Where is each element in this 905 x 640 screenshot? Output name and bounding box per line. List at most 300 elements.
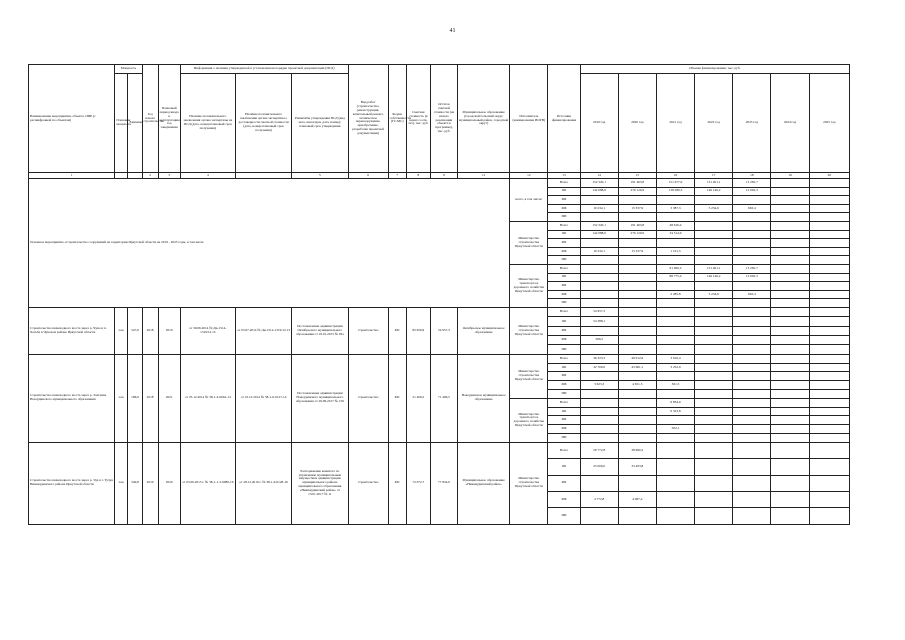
- funding-value: 502,1: [656, 425, 694, 434]
- expertise-conclusion: от 03.06.2015 г. № 38-1-1-3-0080-16: [180, 442, 235, 524]
- funding-source: ОБ: [548, 187, 580, 196]
- funding-value: [771, 336, 809, 345]
- funding-value: [809, 239, 849, 248]
- start-year: 2018: [142, 307, 158, 354]
- column-number: 13: [548, 173, 580, 179]
- funding-value: [580, 345, 618, 354]
- capacity-value: 186,9: [128, 354, 142, 442]
- funding-value: [695, 256, 733, 265]
- col-year: 2021 год: [656, 74, 694, 173]
- funding-value: [618, 196, 656, 205]
- funding-value: [656, 442, 694, 458]
- funding-value: [656, 459, 694, 475]
- ownership: МС: [388, 442, 406, 524]
- funding-value: [809, 213, 849, 222]
- estimate-cost: 72 072,7: [406, 442, 430, 524]
- funding-source: ОБ: [548, 363, 580, 372]
- funding-value: [733, 213, 771, 222]
- funding-value: [733, 381, 771, 390]
- funding-value: [733, 372, 771, 381]
- funding-source: МБ: [548, 381, 580, 390]
- funding-value: [695, 307, 733, 316]
- funding-value: [580, 390, 618, 399]
- funding-value: 276 120,9: [618, 230, 656, 239]
- funding-value: 3 387,3: [656, 204, 694, 213]
- funding-value: 142 088,0: [580, 230, 618, 239]
- funding-value: [695, 459, 733, 475]
- ownership: МС: [388, 354, 406, 442]
- funding-value: [771, 326, 809, 335]
- funding-source: ФБ: [548, 416, 580, 425]
- column-number: 20: [809, 173, 849, 179]
- expertise-conclusion: от 25.12.2014 № 38-1-4-0044-14: [180, 354, 235, 442]
- municipality: Новоудинское муниципальное образование: [458, 354, 510, 442]
- funding-value: [618, 273, 656, 282]
- col-executor: Исполнитель (наименование ИОГВ): [510, 65, 548, 173]
- funding-value: [695, 508, 733, 524]
- funding-value: 13 265,7: [733, 264, 771, 273]
- funding-value: 33 493,8: [618, 459, 656, 475]
- col-ownership: Форма собственности (ГС/МС): [388, 65, 406, 173]
- funding-value: [809, 326, 849, 335]
- funding-value: [695, 398, 733, 407]
- funding-value: [656, 336, 694, 345]
- funding-value: [733, 230, 771, 239]
- end-year: 2020: [158, 442, 180, 524]
- funding-value: [618, 425, 656, 434]
- funding-value: [809, 390, 849, 399]
- funding-value: [733, 299, 771, 308]
- funding-value: [809, 204, 849, 213]
- funding-value: [771, 416, 809, 425]
- estimate-cost: 21 406,5: [406, 354, 430, 442]
- funding-value: 34 514,9: [656, 230, 694, 239]
- funding-value: [580, 398, 618, 407]
- funding-value: [771, 213, 809, 222]
- funding-value: [580, 239, 618, 248]
- funding-value: 276 120,9: [618, 187, 656, 196]
- funding-source: ИИ: [548, 508, 580, 524]
- funding-value: [695, 363, 733, 372]
- funding-value: [809, 475, 849, 491]
- col-year: 2023 год: [733, 74, 771, 173]
- funding-value: 569,2: [580, 336, 618, 345]
- funding-source: ОБ: [548, 317, 580, 326]
- funding-value: 15 337,9: [618, 247, 656, 256]
- funding-value: [733, 282, 771, 291]
- funding-value: [618, 256, 656, 265]
- funding-value: [695, 390, 733, 399]
- funding-value: [733, 459, 771, 475]
- funding-value: 45 661,1: [618, 363, 656, 372]
- funding-value: [733, 398, 771, 407]
- ownership: МС: [388, 307, 406, 354]
- funding-value: [771, 239, 809, 248]
- column-number: 19: [771, 173, 809, 179]
- funding-value: [618, 317, 656, 326]
- funding-value: [771, 398, 809, 407]
- funding-value: 36 323,3: [580, 354, 618, 363]
- funding-value: [733, 434, 771, 443]
- col-cap-unit: Единица: [128, 74, 142, 173]
- funding-value: [695, 372, 733, 381]
- column-number: 18: [733, 173, 771, 179]
- funding-value: [771, 221, 809, 230]
- funding-value: 10 232,1: [580, 204, 618, 213]
- funding-value: 3 252,9: [656, 363, 694, 372]
- executor-name: Министерство транспорта и дорожного хозяйства Иркутской области: [510, 264, 548, 307]
- col-year: 2022 год: [695, 74, 733, 173]
- funding-value: [733, 247, 771, 256]
- funding-value: [771, 345, 809, 354]
- funding-value: 10 232,1: [580, 247, 618, 256]
- funding-value: [580, 416, 618, 425]
- col-remaining: Остаток сметной стоимости (на начало реализации объекта в программе), тыс. руб.: [430, 65, 457, 173]
- col-year: 2019 год: [580, 74, 618, 173]
- funding-value: 3 616,4: [656, 354, 694, 363]
- funding-value: [809, 273, 849, 282]
- col-psd-info: Информация о наличии утвержденной в установленном порядке проектной документации (ПСД): [180, 65, 348, 74]
- table-row: [29, 307, 850, 316]
- funding-value: 38 960,2: [618, 442, 656, 458]
- funding-source: ИИ: [548, 213, 580, 222]
- funding-value: [809, 425, 849, 434]
- funding-value: 663,4: [733, 204, 771, 213]
- funding-value: [580, 264, 618, 273]
- col-approval: Реквизиты утверждения ПСД (вид акта, кем издан, дата, номер)/плановый срок утверждения: [292, 74, 348, 173]
- funding-value: [809, 416, 849, 425]
- funding-source: ФБ: [548, 239, 580, 248]
- funding-source: ФБ: [548, 282, 580, 291]
- funding-value: 4 651,5: [618, 381, 656, 390]
- funding-value: [771, 179, 809, 188]
- funding-value: [580, 299, 618, 308]
- column-number: 16: [656, 173, 694, 179]
- funding-value: [618, 398, 656, 407]
- funding-value: [695, 425, 733, 434]
- object-name: Строительство пешеходного моста через р. Чуна в п. Хотьба в Чунском районе Иркутской области: [29, 307, 115, 354]
- funding-value: [580, 326, 618, 335]
- funding-value: 151 677,0: [656, 179, 694, 188]
- approval-details: Постановление администрации Октябрьского муниципального образования от 16.01.2015 № 03а: [292, 307, 348, 354]
- funding-source: МБ: [548, 425, 580, 434]
- funding-value: [695, 326, 733, 335]
- funding-value: [733, 256, 771, 265]
- funding-value: [809, 434, 849, 443]
- funding-value: [733, 336, 771, 345]
- column-number: 8: [406, 173, 430, 179]
- funding-value: [695, 475, 733, 491]
- funding-value: [771, 381, 809, 390]
- funding-value: 4 772,8: [580, 492, 618, 508]
- capacity-unit: п.м.: [115, 442, 128, 524]
- funding-value: [580, 290, 618, 299]
- funding-value: [771, 317, 809, 326]
- funding-value: [809, 290, 849, 299]
- funding-value: [771, 475, 809, 491]
- funding-value: 146 146,2: [695, 273, 733, 282]
- reliability-conclusion: от 03.07.2014 № Ди-1514-1319/12.13: [235, 307, 291, 354]
- column-number: 7: [388, 173, 406, 179]
- funding-value: [656, 434, 694, 443]
- funding-value: [656, 372, 694, 381]
- funding-source: МБ: [548, 492, 580, 508]
- estimate-cost: 82 656,9: [406, 307, 430, 354]
- funding-value: 151 401,1: [695, 264, 733, 273]
- funding-value: [695, 434, 733, 443]
- funding-value: [656, 299, 694, 308]
- funding-value: 131 401,1: [695, 179, 733, 188]
- funding-value: [695, 196, 733, 205]
- column-number: 14: [580, 173, 618, 179]
- remaining-cost: 54 957,3: [430, 307, 457, 354]
- column-number: 2: [142, 173, 158, 179]
- col-expertise: Наличие положительного заключения органа экспертизы на ПСД (дата, номер/плановый срок получения): [180, 74, 235, 173]
- funding-value: 12 602,3: [733, 273, 771, 282]
- column-number: 15: [618, 173, 656, 179]
- funding-value: [809, 307, 849, 316]
- funding-value: [733, 345, 771, 354]
- funding-value: [695, 213, 733, 222]
- funding-value: [771, 442, 809, 458]
- funding-source: ОБ: [548, 459, 580, 475]
- funding-source: ФБ: [548, 475, 580, 491]
- funding-value: [733, 196, 771, 205]
- table-row: [29, 354, 850, 363]
- funding-value: [580, 434, 618, 443]
- expertise-conclusion: от 30.06.2014 № Ди-1514-1319/12.13: [180, 307, 235, 354]
- funding-value: [695, 336, 733, 345]
- funding-value: [809, 442, 849, 458]
- capacity-unit: п.м.: [115, 307, 128, 354]
- funding-value: [695, 345, 733, 354]
- col-source: Источник финансирования: [548, 65, 580, 173]
- funding-value: [656, 508, 694, 524]
- funding-value: [656, 416, 694, 425]
- table-row: [29, 442, 850, 458]
- funding-source: Всего: [548, 307, 580, 316]
- summary-total-label: всего, в том числе:: [510, 179, 548, 222]
- funding-source: Всего: [548, 179, 580, 188]
- object-name: Строительство пешеходного моста через р. Уда в г. Тулун Нижнеудинского района Иркутской области: [29, 442, 115, 524]
- funding-value: [809, 354, 849, 363]
- funding-value: [809, 363, 849, 372]
- funding-value: [733, 425, 771, 434]
- funding-value: 4 967,4: [618, 492, 656, 508]
- funding-value: [733, 407, 771, 416]
- col-start-year: Год начала строительства: [142, 65, 158, 173]
- funding-value: [771, 282, 809, 291]
- funding-value: [809, 336, 849, 345]
- funding-value: [771, 459, 809, 475]
- funding-value: [618, 239, 656, 248]
- funding-value: 46 912,6: [618, 354, 656, 363]
- funding-value: 54 388,1: [580, 317, 618, 326]
- funding-source: ФБ: [548, 196, 580, 205]
- column-number: 17: [695, 173, 733, 179]
- funding-value: [618, 282, 656, 291]
- funding-value: 5 254,9: [695, 290, 733, 299]
- funding-value: 6 834,9: [656, 398, 694, 407]
- col-name: Наименование мероприятия, объекта, ПИР (с расшифровкой по объектам): [29, 65, 115, 173]
- funding-source: Всего: [548, 354, 580, 363]
- end-year: 2021: [158, 354, 180, 442]
- funding-value: [733, 390, 771, 399]
- remaining-cost: 77 834,0: [430, 442, 457, 524]
- column-number: 6: [348, 173, 388, 179]
- funding-value: 32 700,0: [580, 363, 618, 372]
- col-reliability: Наличие положительного заключения органа экспертизы о достоверности сметной стоимости (дата, номер/плановый срок получения): [235, 74, 291, 173]
- funding-source: ФБ: [548, 326, 580, 335]
- executor-name: Министерство строительства Иркутской области: [510, 354, 548, 398]
- column-number: 11: [458, 173, 510, 179]
- funding-value: 361,5: [656, 381, 694, 390]
- funding-value: [618, 508, 656, 524]
- funding-value: [580, 213, 618, 222]
- funding-value: [809, 282, 849, 291]
- funding-value: 191 463,8: [618, 221, 656, 230]
- funding-value: [656, 307, 694, 316]
- executor-name: Министерство строительства Иркутской области: [510, 221, 548, 264]
- object-name: Строительство пешеходного моста через р. Залгаина Новоудинского муниципального образования: [29, 354, 115, 442]
- funding-value: [771, 363, 809, 372]
- funding-value: [733, 363, 771, 372]
- funding-value: [618, 345, 656, 354]
- funding-value: [580, 372, 618, 381]
- executor-name: Министерство строительства Иркутской области: [510, 442, 548, 524]
- funding-value: 5 254,9: [695, 204, 733, 213]
- funding-value: 48 616,4: [656, 221, 694, 230]
- col-work-type: Вид работ (строительство, реконструкция, капитальный ремонт, техническое перевооружение, приобретение, разработка проектной документации): [348, 65, 388, 173]
- summary-label: Основное мероприятие «Строительство сооружений на территории Иркутской области на 2019 - 2025 годы, в том числе: [29, 179, 510, 308]
- funding-value: [580, 273, 618, 282]
- reliability-conclusion: от 10.12.2014 № 38-1-6-0127-14: [235, 354, 291, 442]
- column-number: 1: [29, 173, 115, 179]
- reliability-conclusion: от 28.12.2016 г. № 38-1-6-0128-16: [235, 442, 291, 524]
- table-row: [29, 179, 850, 188]
- funding-value: [771, 196, 809, 205]
- start-year: 2019: [142, 442, 158, 524]
- executor-name: Министерство транспорта и дорожного хозяйства Иркутской области: [510, 398, 548, 442]
- funding-value: [695, 299, 733, 308]
- funding-value: [809, 256, 849, 265]
- funding-value: [733, 416, 771, 425]
- funding-value: [809, 299, 849, 308]
- funding-value: [809, 459, 849, 475]
- funding-source: ОБ: [548, 273, 580, 282]
- funding-value: [733, 475, 771, 491]
- funding-value: [771, 273, 809, 282]
- funding-source: Всего: [548, 221, 580, 230]
- funding-value: [695, 230, 733, 239]
- funding-value: [733, 307, 771, 316]
- funding-value: [733, 508, 771, 524]
- funding-source: Всего: [548, 398, 580, 407]
- funding-value: [809, 317, 849, 326]
- funding-value: 13 265,7: [733, 179, 771, 188]
- funding-value: [695, 407, 733, 416]
- funding-value: [809, 381, 849, 390]
- funding-value: [809, 221, 849, 230]
- funding-source: ФБ: [548, 372, 580, 381]
- funding-value: [809, 187, 849, 196]
- funding-value: [809, 345, 849, 354]
- funding-value: [771, 492, 809, 508]
- funding-source: ИИ: [548, 434, 580, 443]
- approval-details: Постановление администрации Новоудинского муниципального образования от 29.09.2017 № 156: [292, 354, 348, 442]
- funding-value: [656, 345, 694, 354]
- funding-source: МБ: [548, 290, 580, 299]
- municipality: Октябрьское муниципальное образование: [458, 307, 510, 354]
- funding-value: 138 280,3: [656, 187, 694, 196]
- funding-value: 152 320,1: [580, 221, 618, 230]
- funding-value: [771, 256, 809, 265]
- funding-value: [809, 196, 849, 205]
- funding-value: [695, 247, 733, 256]
- column-number: 5: [292, 173, 348, 179]
- funding-value: [618, 213, 656, 222]
- funding-value: [656, 282, 694, 291]
- funding-value: [695, 239, 733, 248]
- funding-value: [733, 442, 771, 458]
- funding-source: ОБ: [548, 230, 580, 239]
- funding-value: 152 320,1: [580, 179, 618, 188]
- funding-value: [695, 354, 733, 363]
- column-number: 4: [180, 173, 235, 179]
- funding-value: [580, 282, 618, 291]
- investment-program-table: [28, 64, 850, 525]
- funding-value: [580, 256, 618, 265]
- capacity-value: 347,6: [128, 307, 142, 354]
- executor-name: Министерство строительства Иркутской области: [510, 307, 548, 354]
- work-type: строительство: [348, 442, 388, 524]
- funding-value: [809, 492, 849, 508]
- col-end-year: Плановый период ввода в эксплуатацию/год завершения: [158, 65, 180, 173]
- funding-value: [733, 326, 771, 335]
- funding-source: ИИ: [548, 256, 580, 265]
- funding-value: 1 101,5: [656, 247, 694, 256]
- funding-value: [618, 390, 656, 399]
- capacity-unit: п.м.: [115, 354, 128, 442]
- funding-value: [618, 372, 656, 381]
- funding-value: [580, 425, 618, 434]
- col-municipality: Муниципальное образование (городской/сельский округ, муниципальный район, городской округ): [458, 65, 510, 173]
- funding-value: 6 323,8: [656, 407, 694, 416]
- funding-value: [618, 307, 656, 316]
- funding-value: [771, 290, 809, 299]
- funding-source: ИИ: [548, 390, 580, 399]
- funding-value: [809, 398, 849, 407]
- funding-value: [771, 230, 809, 239]
- remaining-cost: 71 406,5: [430, 354, 457, 442]
- funding-value: [656, 256, 694, 265]
- funding-value: [771, 434, 809, 443]
- funding-value: [618, 475, 656, 491]
- funding-value: [771, 425, 809, 434]
- funding-value: [618, 290, 656, 299]
- municipality: Муниципальное образование «Нижнеудинский район»: [458, 442, 510, 524]
- column-number: 3: [158, 173, 180, 179]
- funding-value: 2 285,8: [656, 290, 694, 299]
- end-year: 2019: [158, 307, 180, 354]
- funding-source: МБ: [548, 204, 580, 213]
- col-year: 2025 год: [809, 74, 849, 173]
- start-year: 2018: [142, 354, 158, 442]
- funding-source: Всего: [548, 264, 580, 273]
- funding-value: [656, 239, 694, 248]
- column-number: 9: [430, 173, 457, 179]
- col-estimate: Сметная стоимость (в ценах соотв. лет), тыс. руб.: [406, 65, 430, 173]
